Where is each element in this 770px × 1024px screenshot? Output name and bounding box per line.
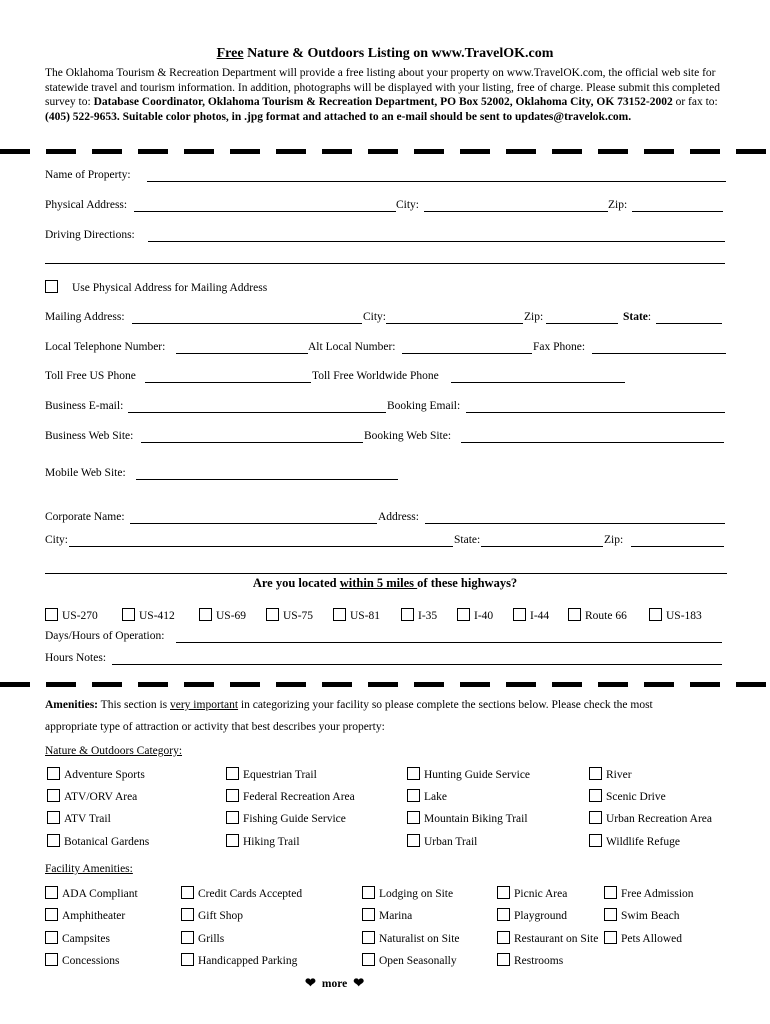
facility-amenities-heading: Facility Amenities:	[45, 863, 133, 875]
nature-category-checkbox[interactable]	[589, 834, 680, 848]
toll-free-us-label: Toll Free US Phone	[45, 370, 136, 382]
checkbox[interactable]	[45, 886, 58, 899]
checkbox[interactable]	[589, 834, 602, 847]
checkbox-label: Naturalist on Site	[379, 933, 460, 945]
checkbox[interactable]	[266, 608, 279, 621]
checkbox-label: Free Admission	[621, 888, 694, 900]
checkbox[interactable]	[513, 608, 526, 621]
nature-category-checkbox[interactable]	[589, 811, 712, 825]
facility-amenity-checkbox[interactable]	[181, 886, 302, 900]
checkbox[interactable]	[497, 931, 510, 944]
checkbox[interactable]	[497, 953, 510, 966]
checkbox-label: Playground	[514, 910, 568, 922]
checkbox-label: Federal Recreation Area	[243, 791, 355, 803]
checkbox[interactable]	[45, 953, 58, 966]
nature-category-checkbox[interactable]	[589, 767, 632, 781]
heart-icon: ❤	[305, 975, 316, 990]
checkbox-label: Equestrian Trail	[243, 769, 317, 781]
mailing-address-field[interactable]	[132, 323, 362, 324]
mailing-state-label: State:	[623, 311, 652, 323]
booking-web-label: Booking Web Site:	[364, 430, 452, 442]
checkbox[interactable]	[45, 608, 58, 621]
facility-amenity-checkbox[interactable]	[497, 931, 598, 945]
physical-address-label: Physical Address:	[45, 199, 128, 211]
checkbox-label: Adventure Sports	[64, 769, 145, 781]
hours-notes-field[interactable]	[112, 664, 722, 665]
highway-checkbox[interactable]	[401, 608, 437, 622]
checkbox-label: Urban Recreation Area	[606, 813, 713, 825]
corporate-city-label: City:	[45, 534, 69, 546]
city-field[interactable]	[424, 211, 608, 212]
checkbox-label: Lodging on Site	[379, 888, 454, 900]
checkbox[interactable]	[47, 834, 60, 847]
checkbox-label: Restaurant on Site	[514, 933, 599, 945]
booking-web-field[interactable]	[461, 442, 724, 443]
days-hours-label: Days/Hours of Operation:	[45, 630, 165, 642]
business-web-label: Business Web Site:	[45, 430, 134, 442]
checkbox[interactable]	[45, 931, 58, 944]
booking-email-field[interactable]	[466, 412, 725, 413]
facility-amenity-checkbox[interactable]	[604, 931, 682, 945]
corporate-state-label: State:	[454, 534, 481, 546]
checkbox[interactable]	[45, 908, 58, 921]
use-physical-address-row[interactable]: Use Physical Address for Mailing Address	[45, 280, 267, 294]
highway-checkbox[interactable]	[457, 608, 493, 622]
checkbox-label: Amphitheater	[62, 910, 126, 922]
mailing-address-label: Mailing Address:	[45, 311, 125, 323]
checkbox[interactable]	[45, 280, 58, 293]
highway-checkbox[interactable]	[513, 608, 549, 622]
checkbox[interactable]	[181, 908, 194, 921]
checkbox-label: US-270	[62, 610, 98, 622]
corporate-city-field[interactable]	[69, 546, 453, 547]
city-label: City:	[396, 199, 420, 211]
checkbox[interactable]	[333, 608, 346, 621]
checkbox[interactable]	[604, 908, 617, 921]
section-divider	[45, 573, 727, 574]
checkbox-label: Handicapped Parking	[198, 955, 298, 967]
checkbox-label: I-44	[530, 610, 550, 622]
checkbox[interactable]	[181, 953, 194, 966]
checkbox-label: US-412	[139, 610, 175, 622]
checkbox-label: Credit Cards Accepted	[198, 888, 303, 900]
facility-amenity-checkbox[interactable]	[181, 953, 297, 967]
checkbox[interactable]	[362, 931, 375, 944]
checkbox-label: US-69	[216, 610, 247, 622]
driving-directions-label: Driving Directions:	[45, 229, 135, 241]
checkbox-label: Mountain Biking Trail	[424, 813, 528, 825]
dashed-divider	[0, 149, 770, 154]
checkbox[interactable]	[181, 886, 194, 899]
facility-amenity-checkbox[interactable]	[497, 953, 563, 967]
highway-checkbox[interactable]	[266, 608, 313, 622]
checkbox[interactable]	[362, 953, 375, 966]
corporate-name-field[interactable]	[130, 523, 377, 524]
checkbox-label: Botanical Gardens	[64, 836, 150, 848]
checkbox[interactable]	[589, 811, 602, 824]
checkbox-label: ATV/ORV Area	[64, 791, 138, 803]
checkbox[interactable]	[47, 767, 60, 780]
fax-field[interactable]	[592, 353, 726, 354]
checkbox-label: Restrooms	[514, 955, 564, 967]
mailing-city-label: City:	[363, 311, 387, 323]
facility-amenity-checkbox[interactable]	[497, 908, 567, 922]
nature-category-checkbox[interactable]	[589, 789, 666, 803]
checkbox-label: Concessions	[62, 955, 120, 967]
highway-checkbox[interactable]	[199, 608, 246, 622]
amenities-intro: Amenities: This section is very important in categorizing your facility so please complete the sections below. Please check the most	[45, 699, 653, 711]
checkbox[interactable]	[497, 908, 510, 921]
booking-email-label: Booking Email:	[387, 400, 461, 412]
corporate-state-field[interactable]	[481, 546, 603, 547]
facility-amenity-checkbox[interactable]	[45, 886, 138, 900]
checkbox-label: Campsites	[62, 933, 110, 945]
facility-amenity-checkbox[interactable]	[362, 908, 412, 922]
checkbox-label: US-75	[283, 610, 314, 622]
corporate-address-field[interactable]	[425, 523, 725, 524]
more-indicator: ❤ more ❤	[305, 975, 365, 990]
facility-amenity-checkbox[interactable]	[45, 908, 125, 922]
highway-checkbox[interactable]	[122, 608, 175, 622]
checkbox[interactable]	[407, 767, 420, 780]
form-title: Free Nature & Outdoors Listing on www.TravelOK.com	[216, 46, 554, 61]
checkbox-label: Urban Trail	[424, 836, 478, 848]
checkbox-label: US-81	[350, 610, 381, 622]
corporate-zip-label: Zip:	[604, 534, 624, 546]
facility-amenity-checkbox[interactable]	[45, 953, 120, 967]
dashed-divider	[0, 682, 770, 687]
mobile-web-label: Mobile Web Site:	[45, 467, 126, 479]
checkbox[interactable]	[362, 886, 375, 899]
highway-checkbox[interactable]	[568, 608, 627, 622]
toll-free-world-field[interactable]	[451, 382, 625, 383]
name-of-property-label: Name of Property:	[45, 169, 131, 181]
checkbox[interactable]	[589, 789, 602, 802]
checkbox[interactable]	[47, 811, 60, 824]
checkbox[interactable]	[199, 608, 212, 621]
checkbox[interactable]	[497, 886, 510, 899]
nature-category-checkbox[interactable]	[226, 789, 355, 803]
mailing-state-field[interactable]	[656, 323, 722, 324]
facility-amenity-checkbox[interactable]	[45, 931, 110, 945]
checkbox-label: ATV Trail	[64, 813, 111, 825]
nature-category-checkbox[interactable]	[407, 834, 477, 848]
checkbox[interactable]	[226, 767, 239, 780]
business-web-field[interactable]	[141, 442, 363, 443]
zip-field[interactable]	[632, 211, 723, 212]
checkbox-label: Lake	[424, 791, 447, 803]
mobile-web-field[interactable]	[136, 479, 398, 480]
checkbox[interactable]	[362, 908, 375, 921]
checkbox[interactable]	[604, 931, 617, 944]
amenities-intro-2: appropriate type of attraction or activity that best describes your property:	[45, 721, 385, 733]
checkbox-label: Open Seasonally	[379, 955, 457, 967]
checkbox[interactable]	[457, 608, 470, 621]
checkbox[interactable]	[407, 834, 420, 847]
facility-amenity-checkbox[interactable]	[604, 886, 694, 900]
checkbox-label: Marina	[379, 910, 413, 922]
checkbox-label: Wildlife Refuge	[606, 836, 680, 848]
nature-category-checkbox[interactable]	[47, 834, 149, 848]
checkbox-label: Route 66	[585, 610, 627, 622]
checkbox-label: US-183	[666, 610, 702, 622]
local-phone-field[interactable]	[176, 353, 308, 354]
checkbox-label: ADA Compliant	[62, 888, 138, 900]
checkbox-label: River	[606, 769, 632, 781]
checkbox[interactable]	[649, 608, 662, 621]
nature-category-checkbox[interactable]	[47, 789, 137, 803]
checkbox[interactable]	[226, 834, 239, 847]
business-email-label: Business E-mail:	[45, 400, 124, 412]
highway-checkbox[interactable]	[649, 608, 702, 622]
heart-icon: ❤	[353, 975, 365, 990]
nature-category-checkbox[interactable]	[407, 789, 447, 803]
fax-label: Fax Phone:	[533, 341, 586, 353]
hours-notes-label: Hours Notes:	[45, 652, 107, 664]
toll-free-us-field[interactable]	[145, 382, 311, 383]
checkbox-label: I-40	[474, 610, 494, 622]
nature-category-checkbox[interactable]	[226, 767, 317, 781]
checkbox-label: Pets Allowed	[621, 933, 683, 945]
corporate-name-label: Corporate Name:	[45, 511, 125, 523]
facility-amenity-checkbox[interactable]	[497, 886, 567, 900]
checkbox-label: Swim Beach	[621, 910, 680, 922]
checkbox[interactable]	[604, 886, 617, 899]
mailing-zip-field[interactable]	[546, 323, 618, 324]
corporate-zip-field[interactable]	[631, 546, 724, 547]
zip-label: Zip:	[608, 199, 628, 211]
local-phone-label: Local Telephone Number:	[45, 341, 166, 353]
checkbox[interactable]	[401, 608, 414, 621]
nature-category-heading: Nature & Outdoors Category:	[45, 745, 183, 757]
facility-amenity-checkbox[interactable]	[362, 931, 460, 945]
driving-directions-field-2[interactable]	[45, 263, 725, 264]
checkbox[interactable]	[122, 608, 135, 621]
nature-category-checkbox[interactable]	[47, 767, 145, 781]
facility-amenity-checkbox[interactable]	[362, 953, 457, 967]
intro-paragraph: The Oklahoma Tourism & Recreation Department will provide a free listing about your property on www.TravelOK.com, the official web site for statewide travel and tourism information. In addition, photographs will be displayed with your listing, free of charge. Please submit this completed survey to: Database Coordinator, Oklahoma Tourism & Recreation Department, PO Box 52002, Oklahoma City, OK 73152-2002 or fax to: (405) 522-9653. Suitable color photos, in .jpg format and attached to an e-mail should be sent to updates@travelok.com.	[45, 67, 720, 123]
facility-amenity-checkbox[interactable]	[362, 886, 453, 900]
nature-category-checkbox[interactable]	[47, 811, 111, 825]
corporate-address-label: Address:	[378, 511, 419, 523]
name-of-property-field[interactable]	[147, 181, 726, 182]
checkbox[interactable]	[568, 608, 581, 621]
nature-category-checkbox[interactable]	[226, 811, 346, 825]
nature-category-checkbox[interactable]	[407, 767, 530, 781]
toll-free-world-label: Toll Free Worldwide Phone	[312, 370, 439, 382]
highway-checkbox[interactable]	[45, 608, 98, 622]
checkbox[interactable]	[226, 789, 239, 802]
checkbox[interactable]	[589, 767, 602, 780]
checkbox[interactable]	[407, 789, 420, 802]
checkbox-label: Hiking Trail	[243, 836, 300, 848]
checkbox-label: Picnic Area	[514, 888, 568, 900]
checkbox[interactable]	[226, 811, 239, 824]
facility-amenity-checkbox[interactable]	[604, 908, 679, 922]
highways-question: Are you located within 5 miles of these highways?	[252, 576, 518, 590]
facility-amenity-checkbox[interactable]	[181, 908, 243, 922]
nature-category-checkbox[interactable]	[407, 811, 528, 825]
alt-local-field[interactable]	[402, 353, 532, 354]
physical-address-field[interactable]	[134, 211, 396, 212]
checkbox-label: I-35	[418, 610, 438, 622]
facility-amenity-checkbox[interactable]	[181, 931, 224, 945]
mailing-city-field[interactable]	[386, 323, 523, 324]
checkbox-label: Scenic Drive	[606, 791, 666, 803]
checkbox-label: Hunting Guide Service	[424, 769, 531, 781]
highway-checkbox[interactable]	[333, 608, 380, 622]
checkbox[interactable]	[181, 931, 194, 944]
driving-directions-field[interactable]	[148, 241, 725, 242]
checkbox-label: Gift Shop	[198, 910, 244, 922]
days-hours-field[interactable]	[176, 642, 722, 643]
checkbox-label: Grills	[198, 933, 225, 945]
alt-local-label: Alt Local Number:	[308, 341, 396, 353]
checkbox[interactable]	[47, 789, 60, 802]
mailing-zip-label: Zip:	[524, 311, 544, 323]
checkbox-label: Fishing Guide Service	[243, 813, 346, 825]
nature-category-checkbox[interactable]	[226, 834, 300, 848]
checkbox[interactable]	[407, 811, 420, 824]
business-email-field[interactable]	[128, 412, 386, 413]
